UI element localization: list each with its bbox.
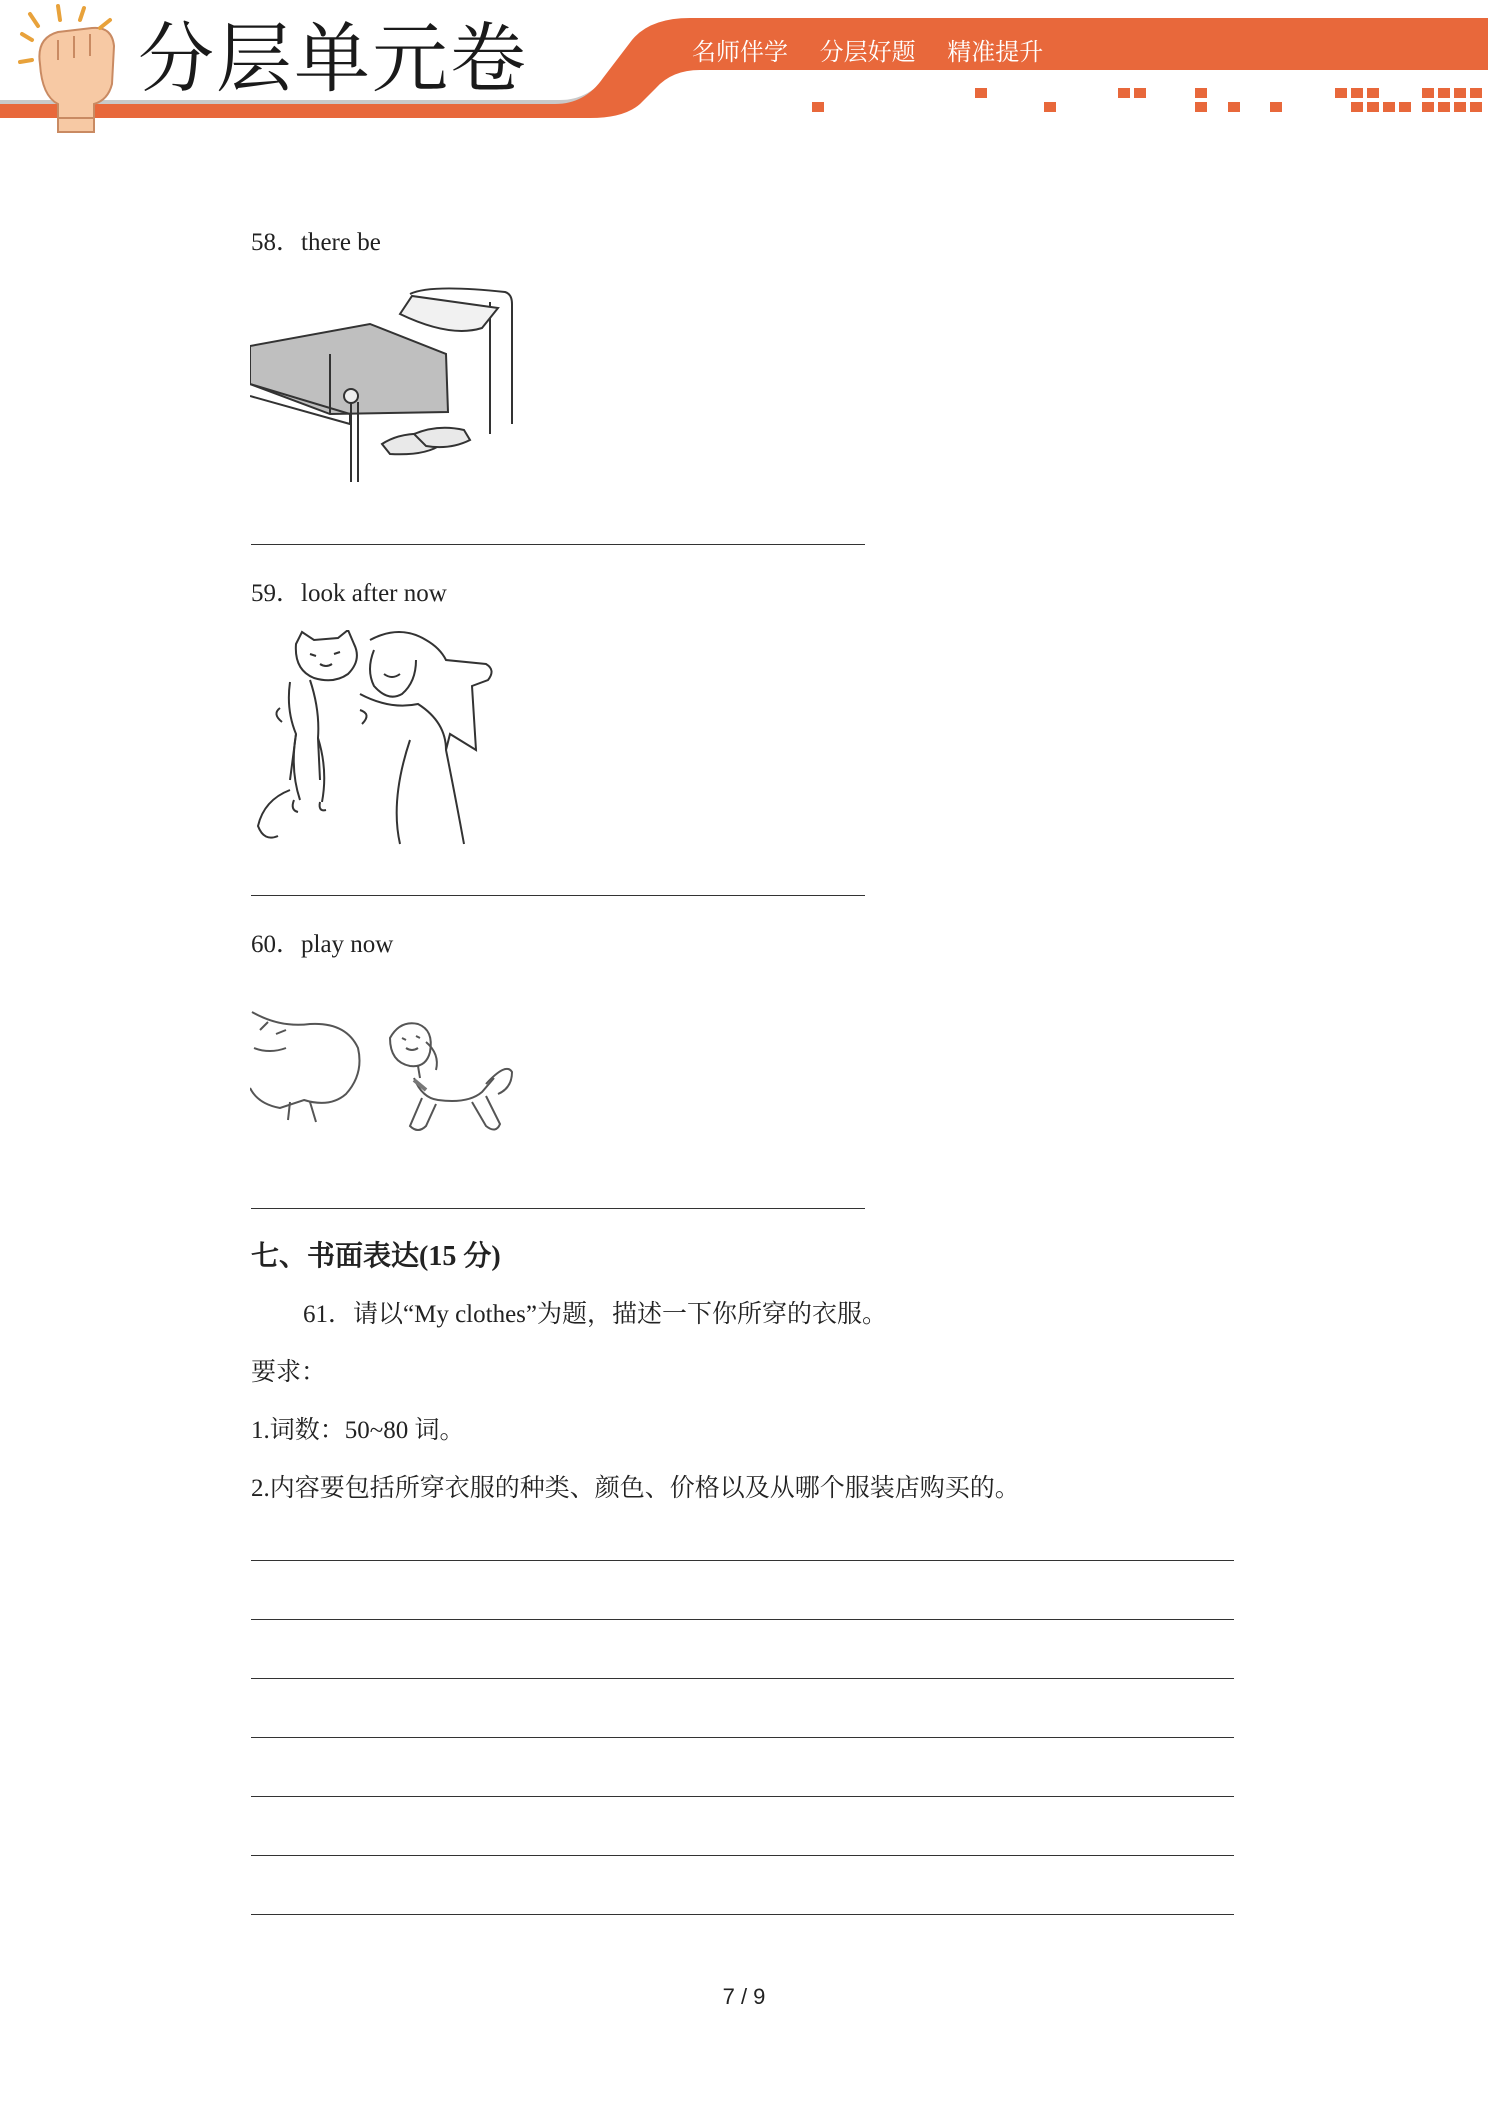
tagline-item: 精准提升: [947, 38, 1044, 66]
requirements-label: 要求：: [251, 1359, 327, 1386]
requirement-item: 1.词数：50~80 词。: [251, 1417, 465, 1444]
girl-holding-cat-illustration-icon: [250, 630, 498, 846]
answer-line[interactable]: [251, 895, 865, 896]
answer-line[interactable]: [251, 544, 865, 545]
tagline-item: 分层好题: [819, 38, 916, 66]
question-60-label: 60．play now: [251, 931, 394, 958]
section-heading: 七、书面表达(15 分): [251, 1241, 501, 1272]
writing-line[interactable]: [251, 1914, 1234, 1915]
writing-line[interactable]: [251, 1855, 1234, 1856]
bed-illustration-icon: [250, 284, 518, 486]
requirement-item: 2.内容要包括所穿衣服的种类、颜色、价格以及从哪个服装店购买的。: [251, 1475, 1020, 1502]
writing-line[interactable]: [251, 1737, 1234, 1738]
page-number: 7 / 9: [722, 1984, 766, 2009]
writing-prompt: 61．请以“My clothes”为题，描述一下你所穿的衣服。: [303, 1301, 887, 1328]
writing-line[interactable]: [251, 1560, 1234, 1561]
tagline-item: 名师伴学: [692, 38, 788, 66]
answer-line[interactable]: [251, 1208, 865, 1209]
header-tagline: [692, 35, 1067, 69]
brand-title: 分层单元卷: [138, 14, 528, 103]
writing-line[interactable]: [251, 1678, 1234, 1679]
cat-and-dog-illustration-icon: [250, 1008, 530, 1148]
decor-squares: [812, 88, 1482, 112]
question-58-label: 58．there be: [251, 229, 381, 256]
writing-line[interactable]: [251, 1796, 1234, 1797]
question-59-label: 59．look after now: [251, 580, 447, 607]
page-header: [0, 0, 1488, 140]
writing-line[interactable]: [251, 1619, 1234, 1620]
